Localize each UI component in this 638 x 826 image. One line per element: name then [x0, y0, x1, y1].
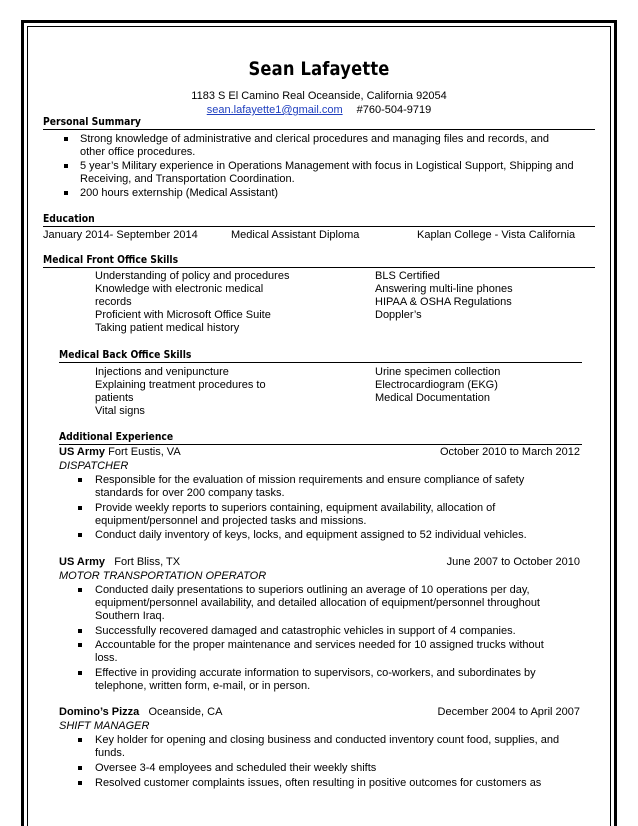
skill-item: Explaining treatment procedures to	[95, 379, 266, 391]
job-location: Fort Eustis, VA	[108, 446, 181, 458]
summary-item	[64, 133, 599, 159]
bullet-icon	[64, 164, 68, 168]
bullet-line: Responsible for the evaluation of mission requirements and ensure compliance of safety	[95, 474, 525, 486]
bullet-line: Accountable for the proper maintenance and services needed for 10 assigned trucks without	[95, 639, 544, 651]
bullet-line: Successfully recovered damaged and catastrophic vehicles in support of 4 companies.	[95, 625, 516, 637]
education-school: Kaplan College - Vista California	[417, 229, 576, 241]
heading-back-office-skills: Medical Back Office Skills	[59, 349, 192, 361]
bullet-line: Oversee 3-4 employees and scheduled their weekly shifts	[95, 762, 377, 774]
contact-line	[0, 104, 638, 116]
summary-line: 5 year’s Military experience in Operations Management with focus in Logistical Support, Shipping and	[80, 160, 574, 172]
job-bullet	[78, 625, 598, 638]
bullet-line: Southern Iraq.	[95, 610, 165, 622]
bullet-line: Conduct daily inventory of keys, locks, and equipment assigned to 52 individual vehicles.	[95, 529, 527, 541]
job-employer: US Army	[59, 446, 106, 458]
bullet-line: funds.	[95, 747, 125, 759]
rule-experience	[59, 444, 582, 445]
bullet-icon	[78, 766, 82, 770]
front-office-right-list	[375, 270, 513, 322]
bullet-icon	[78, 671, 82, 675]
job-title: MOTOR TRANSPORTATION OPERATOR	[59, 570, 267, 582]
job-title: SHIFT MANAGER	[59, 720, 150, 732]
job-bullet	[78, 474, 598, 500]
skill-item: Urine specimen collection	[375, 366, 501, 378]
job-bullet	[78, 667, 598, 693]
summary-line: 200 hours externship (Medical Assistant)	[80, 187, 279, 199]
front-office-left-list	[95, 270, 289, 335]
heading-education: Education	[43, 213, 95, 225]
bullet-icon	[78, 643, 82, 647]
skill-item: BLS Certified	[375, 270, 440, 282]
job-title: DISPATCHER	[59, 460, 129, 472]
bullet-line: equipment/personnel and projected tasks and missions.	[95, 515, 367, 527]
education-dates: January 2014- September 2014	[43, 229, 198, 241]
bullet-line: equipment/personnel availability, and detailed allocation of equipment/personnel throughout	[95, 597, 540, 609]
back-office-left-list	[95, 366, 266, 418]
bullet-line: telephone, written form, e-mail, or in person.	[95, 680, 311, 692]
summary-line: Strong knowledge of administrative and clerical procedures and managing files and records, and	[80, 133, 549, 145]
skill-item: Taking patient medical history	[95, 322, 240, 334]
skill-item: Proficient with Microsoft Office Suite	[95, 309, 271, 321]
job-bullet	[78, 734, 598, 760]
bullet-icon	[78, 478, 82, 482]
bullet-icon	[78, 588, 82, 592]
job-dates: June 2007 to October 2010	[446, 556, 580, 568]
bullet-line: loss.	[95, 652, 118, 664]
candidate-name: Sean Lafayette	[248, 58, 390, 80]
bullet-icon	[64, 191, 68, 195]
job-location: Fort Bliss, TX	[114, 556, 181, 568]
back-office-right-list	[375, 366, 500, 405]
heading-personal-summary: Personal Summary	[43, 116, 141, 128]
education-degree: Medical Assistant Diploma	[231, 229, 360, 241]
rule-education	[43, 226, 595, 227]
bullet-line: standards for over 200 company tasks.	[95, 487, 285, 499]
skill-item: Knowledge with electronic medical	[95, 283, 264, 295]
rule-front-office	[43, 267, 595, 268]
skill-item: patients	[95, 392, 134, 404]
summary-item	[64, 160, 599, 186]
job-dates: December 2004 to April 2007	[437, 706, 580, 718]
phone-number: #760-504-9719	[356, 104, 432, 116]
job-bullet	[78, 584, 598, 623]
summary-line: other office procedures.	[80, 146, 196, 158]
job-bullet	[78, 777, 598, 790]
rule-back-office	[59, 362, 582, 363]
bullet-icon	[78, 781, 82, 785]
job-employer: Domino’s Pizza	[59, 706, 140, 718]
address: 1183 S El Camino Real Oceanside, California 92054	[191, 90, 447, 102]
job-header	[59, 556, 180, 569]
bullet-icon	[78, 533, 82, 537]
job-bullet	[78, 502, 598, 528]
bullet-line: Key holder for opening and closing business and conducted inventory count food, supplies, and	[95, 734, 560, 746]
skill-item: Vital signs	[95, 405, 145, 417]
summary-item	[64, 187, 599, 200]
job-location: Oceanside, CA	[148, 706, 223, 718]
skill-item: Medical Documentation	[375, 392, 490, 404]
email-link[interactable]: sean.lafayette1@gmail.com	[206, 104, 343, 116]
bullet-line: Resolved customer complaints issues, often resulting in positive outcomes for customers as	[95, 777, 542, 789]
skill-item: Doppler’s	[375, 309, 422, 321]
skill-item: Answering multi-line phones	[375, 283, 513, 295]
rule-personal-summary	[43, 129, 595, 130]
bullet-line: Effective in providing accurate information to supervisors, co-workers, and subordinates by	[95, 667, 536, 679]
bullet-icon	[78, 506, 82, 510]
skill-item: Injections and venipuncture	[95, 366, 229, 378]
job-bullet	[78, 762, 598, 775]
bullet-icon	[78, 738, 82, 742]
bullet-line: Provide weekly reports to superiors containing, equipment availability, allocation of	[95, 502, 496, 514]
bullet-line: Conducted daily presentations to superiors outlining an average of 10 operations per day,	[95, 584, 530, 596]
skill-item: records	[95, 296, 132, 308]
skill-item: Electrocardiogram (EKG)	[375, 379, 498, 391]
heading-additional-experience: Additional Experience	[59, 431, 174, 443]
job-dates: October 2010 to March 2012	[439, 446, 580, 458]
job-employer: US Army	[59, 556, 106, 568]
heading-front-office-skills: Medical Front Office Skills	[43, 254, 179, 266]
job-bullet	[78, 529, 598, 542]
summary-line: Receiving, and Transportation Coordination.	[80, 173, 295, 185]
skill-item: HIPAA & OSHA Regulations	[375, 296, 512, 308]
bullet-icon	[64, 137, 68, 141]
job-header	[59, 706, 222, 719]
job-header	[59, 446, 181, 459]
job-bullet	[78, 639, 598, 665]
skill-item: Understanding of policy and procedures	[95, 270, 290, 282]
bullet-icon	[78, 629, 82, 633]
